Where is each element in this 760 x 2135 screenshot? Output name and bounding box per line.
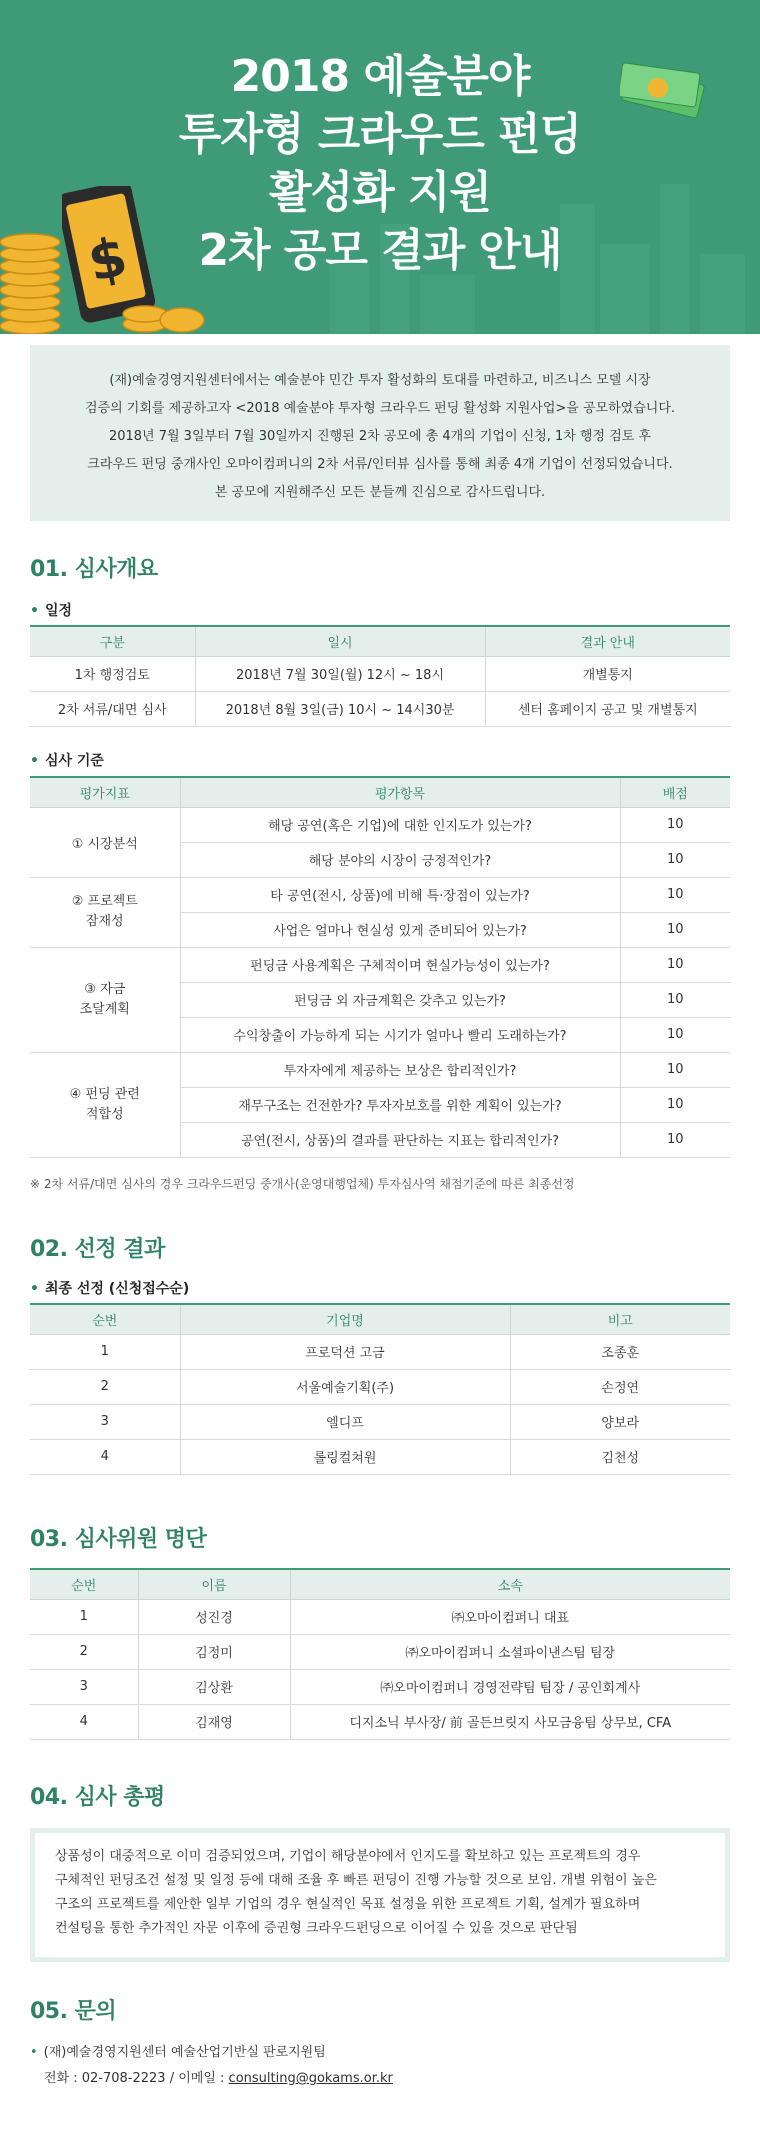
criteria-item: 투자자에게 제공하는 보상은 합리적인가? (180, 1052, 620, 1087)
criteria-score: 10 (620, 1052, 730, 1087)
criteria-item: 수익창출이 가능하게 되는 시기가 얼마나 빨리 도래하는가? (180, 1017, 620, 1052)
contact-tel (30, 2066, 393, 2092)
criteria-score: 10 (620, 842, 730, 877)
criteria-item: 펀딩금 외 자금계획은 갖추고 있는가? (180, 982, 620, 1017)
table-header: 일시 (195, 626, 485, 656)
intro-line: 검증의 기회를 제공하고자 <2018 예술분야 투자형 크라우드 펀딩 활성화 지원사업>을 공모하였습니다. (84, 401, 676, 416)
subsection-title: • 일정 (30, 600, 72, 620)
contact-org: • (재)예술경영지원센터 예술산업기반실 판로지원팀 (30, 2040, 393, 2066)
table-cell: 2018년 8월 3일(금) 10시 ~ 14시30분 (195, 691, 485, 726)
table-cell: 3 (30, 1669, 138, 1704)
table-cell: ㈜오마이컴퍼니 대표 (290, 1599, 730, 1634)
coin-stack-icon (120, 290, 210, 334)
table-cell: 디지소닉 부사장/ 前 골든브릿지 사모금융팀 상무보, CFA (290, 1704, 730, 1739)
criteria-score: 10 (620, 877, 730, 912)
city-silhouette (700, 254, 745, 334)
table-header: 순번 (30, 1304, 180, 1334)
table-cell: 롤링컬쳐원 (180, 1439, 510, 1474)
table-row (30, 691, 730, 726)
table-header: 이름 (138, 1569, 290, 1599)
table-cell: 1차 행정검토 (30, 656, 195, 691)
table-cell: 1 (30, 1334, 180, 1369)
table-cell: 2018년 7월 30일(월) 12시 ~ 18시 (195, 656, 485, 691)
criteria-score: 10 (620, 982, 730, 1017)
criteria-score: 10 (620, 807, 730, 842)
table-cell: 프로덕션 고금 (180, 1334, 510, 1369)
table-row (30, 1404, 730, 1439)
criteria-score: 10 (620, 947, 730, 982)
section-title: 03. 심사위원 명단 (30, 1527, 207, 1552)
subsection-title: • 심사 기준 (30, 750, 104, 770)
table-header: 구분 (30, 626, 195, 656)
contact-email-link[interactable]: consulting@gokams.or.kr (228, 2071, 393, 2086)
table-row (30, 1669, 730, 1704)
table-header: 소속 (290, 1569, 730, 1599)
table-cell: 양보라 (510, 1404, 730, 1439)
table-cell: 1 (30, 1599, 138, 1634)
table-cell: 성진경 (138, 1599, 290, 1634)
intro-line: 2018년 7월 3일부터 7월 30일까지 진행된 2차 공모에 총 4개의 기업이 신청, 1차 행정 검토 후 (108, 429, 652, 444)
table-cell: ㈜오마이컴퍼니 경영전략팀 팀장 / 공인회계사 (290, 1669, 730, 1704)
table-row (30, 877, 730, 912)
review-line: 상품성이 대중적으로 이미 검증되었으며, 기업이 해당분야에서 인지도를 확보하고 있는 프로젝트의 경우 (55, 1849, 641, 1864)
table-cell: 4 (30, 1439, 180, 1474)
table-cell: 개별통지 (485, 656, 730, 691)
city-silhouette (660, 184, 690, 334)
table-cell: 3 (30, 1404, 180, 1439)
criteria-score: 10 (620, 912, 730, 947)
criteria-group: ④ 펀딩 관련 적합성 (30, 1052, 180, 1157)
city-silhouette (420, 274, 475, 334)
page-title (120, 48, 640, 280)
table-cell: 엘디프 (180, 1404, 510, 1439)
selection-result-table (30, 1303, 730, 1475)
title-line: 투자형 크라우드 펀딩 (178, 109, 582, 160)
table-header: 순번 (30, 1569, 138, 1599)
table-header: 기업명 (180, 1304, 510, 1334)
table-row (30, 656, 730, 691)
table-cell: 2차 서류/대면 심사 (30, 691, 195, 726)
table-cell: 김정미 (138, 1634, 290, 1669)
table-row (30, 1599, 730, 1634)
table-row (30, 1704, 730, 1739)
criteria-item: 해당 공연(혹은 기업)에 대한 인지도가 있는가? (180, 807, 620, 842)
table-cell: 손정연 (510, 1369, 730, 1404)
review-summary-box (30, 1828, 730, 1962)
criteria-item: 타 공연(전시, 상품)에 비해 특·장점이 있는가? (180, 877, 620, 912)
table-header: 비고 (510, 1304, 730, 1334)
title-line: 2018 예술분야 (230, 51, 530, 102)
title-line: 2차 공모 결과 안내 (198, 225, 562, 276)
criteria-note: ※ 2차 서류/대면 심사의 경우 크라우드펀딩 중개사(운영대행업체) 투자심사역 채점기준에 따른 최종선정 (30, 1177, 575, 1191)
table-cell: 4 (30, 1704, 138, 1739)
subsection-title: • 최종 선정 (신청접수순) (30, 1278, 189, 1298)
review-line: 컨설팅을 통한 추가적인 자문 이후에 증권형 크라우드펀딩으로 이어질 수 있을 것으로 판단됨 (55, 1921, 578, 1936)
table-cell: 조종훈 (510, 1334, 730, 1369)
hero-banner (0, 0, 760, 334)
criteria-item: 공연(전시, 상품)의 결과를 판단하는 지표는 합리적인가? (180, 1122, 620, 1157)
table-header: 평가지표 (30, 777, 180, 807)
table-row (30, 1334, 730, 1369)
table-cell: 김상환 (138, 1669, 290, 1704)
table-cell: 김천성 (510, 1439, 730, 1474)
intro-line: 본 공모에 지원해주신 모든 분들께 진심으로 감사드립니다. (214, 485, 546, 500)
review-line: 구조의 프로젝트를 제안한 일부 기업의 경우 현실적인 목표 설정을 위한 프로젝트 기획, 설계가 필요하며 (55, 1897, 641, 1912)
intro-line: (재)예술경영지원센터에서는 예술분야 민간 투자 활성화의 토대를 마련하고, 비즈니스 모델 시장 (109, 373, 651, 388)
section-title: 02. 선정 결과 (30, 1237, 165, 1262)
intro-line: 크라우드 펀딩 중개사인 오마이컴퍼니의 2차 서류/인터뷰 심사를 통해 최종 4개 기업이 선정되었습니다. (87, 457, 673, 472)
table-cell: 서울예술기획(주) (180, 1369, 510, 1404)
criteria-score: 10 (620, 1087, 730, 1122)
criteria-item: 해당 분야의 시장이 긍정적인가? (180, 842, 620, 877)
contact-info (30, 2040, 393, 2092)
intro-box (30, 345, 730, 521)
svg-text:$: $ (82, 224, 133, 295)
criteria-item: 사업은 얼마나 현실성 있게 준비되어 있는가? (180, 912, 620, 947)
contact-tel-text: 전화 : 02-708-2223 / 이메일 : (44, 2071, 229, 2086)
section-title: 05. 문의 (30, 1999, 117, 2024)
criteria-group: ③ 자금 조달계획 (30, 947, 180, 1052)
criteria-table (30, 776, 730, 1158)
criteria-group: ② 프로젝트 잠재성 (30, 877, 180, 947)
table-cell: 센터 홈페이지 공고 및 개별통지 (485, 691, 730, 726)
table-cell: 김재영 (138, 1704, 290, 1739)
section-title: 04. 심사 총평 (30, 1785, 165, 1810)
criteria-score: 10 (620, 1122, 730, 1157)
table-row (30, 807, 730, 842)
coin-stack-icon (0, 200, 70, 334)
table-row (30, 1369, 730, 1404)
table-row (30, 1052, 730, 1087)
table-cell: 2 (30, 1369, 180, 1404)
schedule-table (30, 625, 730, 727)
review-line: 구체적인 펀딩조건 설정 및 일정 등에 대해 조율 후 빠른 펀딩이 진행 가능할 것으로 보임. 개별 위험이 높은 (55, 1873, 657, 1888)
criteria-score: 10 (620, 1017, 730, 1052)
criteria-group: ① 시장분석 (30, 807, 180, 877)
table-cell: 2 (30, 1634, 138, 1669)
money-bills-icon (620, 62, 710, 122)
judges-table (30, 1568, 730, 1740)
section-title: 01. 심사개요 (30, 557, 158, 582)
table-cell: ㈜오마이컴퍼니 소셜파이낸스팀 팀장 (290, 1634, 730, 1669)
table-header: 배점 (620, 777, 730, 807)
table-row (30, 1439, 730, 1474)
table-row (30, 947, 730, 982)
title-line: 활성화 지원 (269, 167, 491, 218)
criteria-item: 재무구조는 건전한가? 투자자보호를 위한 계획이 있는가? (180, 1087, 620, 1122)
table-header: 평가항목 (180, 777, 620, 807)
table-row (30, 1634, 730, 1669)
criteria-item: 펀딩금 사용계획은 구체적이며 현실가능성이 있는가? (180, 947, 620, 982)
table-header: 결과 안내 (485, 626, 730, 656)
